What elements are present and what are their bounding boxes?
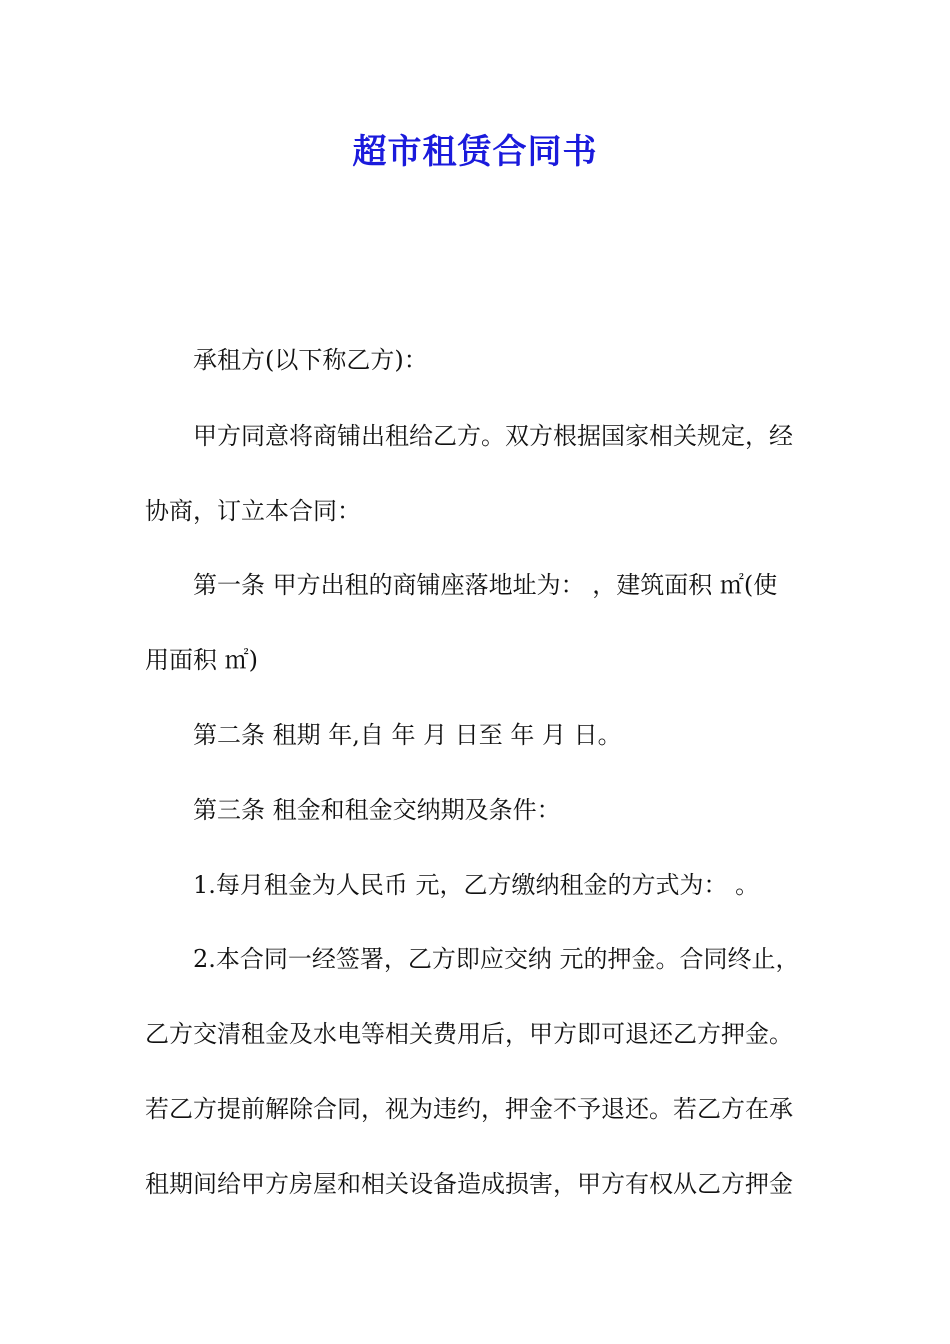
article-3-item-2-line-4: 租期间给甲方房屋和相关设备造成损害，甲方有权从乙方押金: [145, 1170, 793, 1198]
article-3-item-2-line-1: 2.本合同一经签署，乙方即应交纳 元的押金。合同终止，: [193, 945, 800, 973]
document-title: 超市租赁合同书: [352, 132, 598, 172]
article-3-item-2-line-2: 乙方交清租金及水电等相关费用后，甲方即可退还乙方押金。: [145, 1020, 793, 1048]
article-3-item-2-line-3: 若乙方提前解除合同，视为违约，押金不予退还。若乙方在承: [145, 1095, 793, 1123]
article-1-line-2: 用面积 ㎡): [145, 646, 258, 674]
paragraph-agreement-line-1: 甲方同意将商铺出租给乙方。双方根据国家相关规定，经: [193, 422, 793, 450]
paragraph-agreement-line-2: 协商，订立本合同：: [145, 497, 361, 525]
article-3-heading: 第三条 租金和租金交纳期及条件：: [193, 796, 561, 824]
article-3-item-1: 1.每月租金为人民币 元，乙方缴纳租金的方式为： 。: [193, 871, 760, 899]
paragraph-lessee: 承租方(以下称乙方)：: [193, 346, 428, 374]
article-1-line-1: 第一条 甲方出租的商铺座落地址为： ，建筑面积 ㎡(使: [193, 571, 778, 599]
article-2: 第二条 租期 年,自 年 月 日至 年 月 日。: [193, 721, 622, 749]
